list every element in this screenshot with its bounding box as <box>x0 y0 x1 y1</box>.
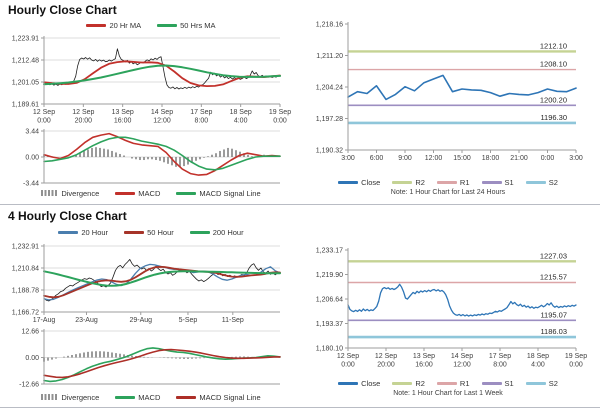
hourly-price-legend <box>6 19 296 31</box>
svg-text:4:00: 4:00 <box>531 361 545 369</box>
svg-text:12 Sep: 12 Sep <box>32 109 56 116</box>
macd-line-swatch <box>115 396 135 399</box>
legend-label: MACD <box>138 188 161 198</box>
svg-text:4:00: 4:00 <box>233 117 248 125</box>
svg-text:1,206.64: 1,206.64 <box>315 296 343 304</box>
four-hourly-price-legend <box>6 226 296 238</box>
four-hourly-price-chart <box>6 240 296 324</box>
four-hourly-macd-chart <box>6 326 296 388</box>
svg-text:29-Aug: 29-Aug <box>129 317 153 324</box>
svg-text:8:00: 8:00 <box>493 361 507 369</box>
svg-text:1,201.05: 1,201.05 <box>11 79 39 87</box>
svg-text:3:00: 3:00 <box>569 155 583 162</box>
svg-text:-3.44: -3.44 <box>23 180 39 186</box>
legend-item-s1 <box>482 178 514 187</box>
sr-24h-chart <box>300 14 596 172</box>
chart-svg <box>6 126 296 186</box>
svg-text:0:00: 0:00 <box>540 155 555 162</box>
sr-1week-chart <box>300 242 596 374</box>
svg-text:13 Sep: 13 Sep <box>111 109 134 116</box>
svg-text:18 Sep: 18 Sep <box>526 353 550 360</box>
svg-text:5-Sep: 5-Sep <box>178 317 198 324</box>
sr-1week-legend <box>300 377 596 389</box>
svg-text:1,232.91: 1,232.91 <box>11 243 39 251</box>
legend-item-r1 <box>437 379 470 388</box>
svg-text:1195.07: 1195.07 <box>540 310 567 320</box>
svg-text:0.00: 0.00 <box>25 355 39 362</box>
s2-line-swatch <box>526 382 546 385</box>
svg-text:0.00: 0.00 <box>25 154 39 162</box>
svg-text:3.44: 3.44 <box>25 128 39 136</box>
svg-text:1,189.61: 1,189.61 <box>11 101 39 109</box>
close-line-swatch <box>338 382 358 385</box>
svg-text:1215.57: 1215.57 <box>539 272 567 282</box>
legend-item-macd-signal <box>176 393 260 402</box>
legend-label: MACD Signal Line <box>199 392 261 402</box>
50hour-line-swatch <box>124 231 144 234</box>
r1-line-swatch <box>437 181 457 184</box>
svg-text:18:00: 18:00 <box>481 155 500 162</box>
50hrs-ma-line-swatch <box>157 24 177 27</box>
20hour-line-swatch <box>58 231 78 234</box>
r2-line-swatch <box>392 382 412 385</box>
sr-1week-note: Note: 1 Hour Chart for Last 1 Week <box>393 390 503 397</box>
legend-label: S2 <box>548 177 558 187</box>
svg-text:17 Sep: 17 Sep <box>488 353 512 360</box>
legend-item-divergence <box>41 393 99 402</box>
svg-text:20:00: 20:00 <box>74 117 93 125</box>
svg-text:20:00: 20:00 <box>377 361 395 369</box>
legend-item-r2 <box>392 178 425 187</box>
svg-text:1,223.91: 1,223.91 <box>11 35 39 43</box>
legend-item-20hr-ma <box>86 21 141 30</box>
legend-label: Close <box>361 378 381 388</box>
sr-24h-note: Note: 1 Hour Chart for Last 24 Hours <box>390 189 506 196</box>
svg-text:21:00: 21:00 <box>510 155 528 162</box>
svg-text:0:00: 0:00 <box>569 361 583 369</box>
legend-label: S2 <box>548 378 558 388</box>
svg-text:1186.03: 1186.03 <box>540 327 567 337</box>
svg-text:17-Aug: 17-Aug <box>32 317 56 324</box>
legend-item-50hrs-ma <box>157 21 215 30</box>
svg-text:12:00: 12:00 <box>424 155 443 162</box>
close-line-swatch <box>338 181 358 184</box>
legend-label: MACD Signal Line <box>199 188 261 198</box>
legend-item-macd <box>115 189 160 198</box>
legend-label: 200 Hour <box>212 227 244 237</box>
svg-text:1,210.84: 1,210.84 <box>11 265 39 273</box>
hourly-macd-chart <box>6 126 296 186</box>
svg-text:19 Sep: 19 Sep <box>268 109 292 116</box>
svg-text:1,233.17: 1,233.17 <box>315 247 343 255</box>
svg-text:12:00: 12:00 <box>453 361 471 369</box>
legend-label: 20 Hour <box>81 227 109 237</box>
legend-item-divergence <box>41 189 99 198</box>
svg-text:13 Sep: 13 Sep <box>412 353 436 360</box>
svg-text:16:00: 16:00 <box>415 361 433 369</box>
200hour-line-swatch <box>190 231 210 234</box>
macd-signal-line-swatch <box>176 396 196 399</box>
bottom-divider <box>0 407 600 408</box>
sr-24h-legend <box>300 176 596 188</box>
legend-item-200hour <box>190 228 244 237</box>
chart-svg <box>300 14 596 172</box>
svg-text:1208.10: 1208.10 <box>539 59 567 69</box>
svg-text:0:00: 0:00 <box>273 117 287 125</box>
legend-item-50hour <box>124 228 174 237</box>
legend-label: MACD <box>138 392 161 402</box>
r1-line-swatch <box>437 382 457 385</box>
svg-text:1212.10: 1212.10 <box>539 41 567 51</box>
legend-item-s2 <box>526 178 558 187</box>
divergence-bars-swatch <box>41 190 58 196</box>
legend-label: S1 <box>504 177 514 187</box>
svg-text:1,180.10: 1,180.10 <box>315 345 343 353</box>
svg-text:6:00: 6:00 <box>369 155 384 162</box>
macd-signal-line-swatch <box>176 192 196 195</box>
svg-text:17 Sep: 17 Sep <box>190 109 213 116</box>
svg-text:8:00: 8:00 <box>194 117 209 125</box>
svg-text:12:00: 12:00 <box>153 117 171 125</box>
svg-text:1,218.16: 1,218.16 <box>315 21 343 29</box>
svg-text:18 Sep: 18 Sep <box>229 109 252 116</box>
chart-svg <box>6 326 296 388</box>
svg-text:15:00: 15:00 <box>453 155 471 162</box>
svg-text:3:00: 3:00 <box>341 155 355 162</box>
chart-svg <box>300 242 596 374</box>
hourly-price-chart <box>6 32 296 126</box>
legend-label: R1 <box>459 378 470 388</box>
legend-label: 20 Hr MA <box>109 20 142 30</box>
chart-svg <box>6 32 296 126</box>
legend-item-close <box>338 379 380 388</box>
four-hourly-macd-legend <box>6 391 296 403</box>
svg-text:1227.03: 1227.03 <box>539 251 567 261</box>
20hr-ma-line-swatch <box>86 24 106 27</box>
section1-title: Hourly Close Chart <box>8 3 117 17</box>
s1-line-swatch <box>482 181 502 184</box>
svg-text:1,188.78: 1,188.78 <box>11 287 39 295</box>
legend-item-20hour <box>58 228 108 237</box>
svg-text:0:00: 0:00 <box>341 361 355 369</box>
svg-text:14 Sep: 14 Sep <box>450 353 474 360</box>
legend-item-close <box>338 178 380 187</box>
s2-line-swatch <box>526 181 546 184</box>
macd-line-swatch <box>115 192 135 195</box>
svg-text:1,212.48: 1,212.48 <box>11 57 39 65</box>
svg-text:1,197.28: 1,197.28 <box>315 116 343 123</box>
svg-text:19 Sep: 19 Sep <box>564 353 588 360</box>
svg-text:12 Sep: 12 Sep <box>374 353 398 360</box>
svg-text:1,211.20: 1,211.20 <box>316 53 343 60</box>
section-divider <box>0 204 600 205</box>
svg-text:1,166.72: 1,166.72 <box>11 309 39 317</box>
svg-text:-12.66: -12.66 <box>19 381 39 388</box>
svg-text:1,219.90: 1,219.90 <box>315 272 343 280</box>
legend-item-s1 <box>482 379 514 388</box>
legend-item-r2 <box>392 379 425 388</box>
svg-text:1,190.32: 1,190.32 <box>315 147 343 155</box>
svg-text:12 Sep: 12 Sep <box>72 109 95 116</box>
svg-text:11-Sep: 11-Sep <box>221 317 244 324</box>
legend-item-r1 <box>437 178 470 187</box>
legend-label: 50 Hrs MA <box>180 20 216 30</box>
svg-text:0:00: 0:00 <box>37 117 51 125</box>
svg-text:1200.20: 1200.20 <box>539 95 567 105</box>
svg-text:1,193.37: 1,193.37 <box>315 320 343 328</box>
legend-label: Divergence <box>61 392 100 402</box>
svg-text:14 Sep: 14 Sep <box>150 109 174 116</box>
legend-label: R1 <box>459 177 470 187</box>
legend-label: S1 <box>504 378 514 388</box>
divergence-bars-swatch <box>41 394 58 400</box>
svg-text:1,204.24: 1,204.24 <box>315 84 343 92</box>
svg-text:12.66: 12.66 <box>21 328 39 336</box>
r2-line-swatch <box>392 181 412 184</box>
svg-text:16:00: 16:00 <box>113 117 132 125</box>
s1-line-swatch <box>482 382 502 385</box>
legend-label: Close <box>361 177 381 187</box>
section2-title: 4 Hourly Close Chart <box>8 209 127 223</box>
legend-label: 50 Hour <box>147 227 174 237</box>
svg-text:1196.30: 1196.30 <box>540 112 567 122</box>
legend-label: R2 <box>415 177 425 187</box>
legend-item-macd <box>115 393 160 402</box>
legend-label: Divergence <box>61 188 100 198</box>
legend-label: R2 <box>415 378 425 388</box>
legend-item-s2 <box>526 379 558 388</box>
svg-text:12 Sep: 12 Sep <box>336 353 360 360</box>
svg-text:23-Aug: 23-Aug <box>75 317 98 324</box>
legend-item-macd-signal <box>176 189 260 198</box>
hourly-macd-legend <box>6 187 296 199</box>
svg-text:9:00: 9:00 <box>398 155 412 162</box>
chart-svg <box>6 240 296 324</box>
